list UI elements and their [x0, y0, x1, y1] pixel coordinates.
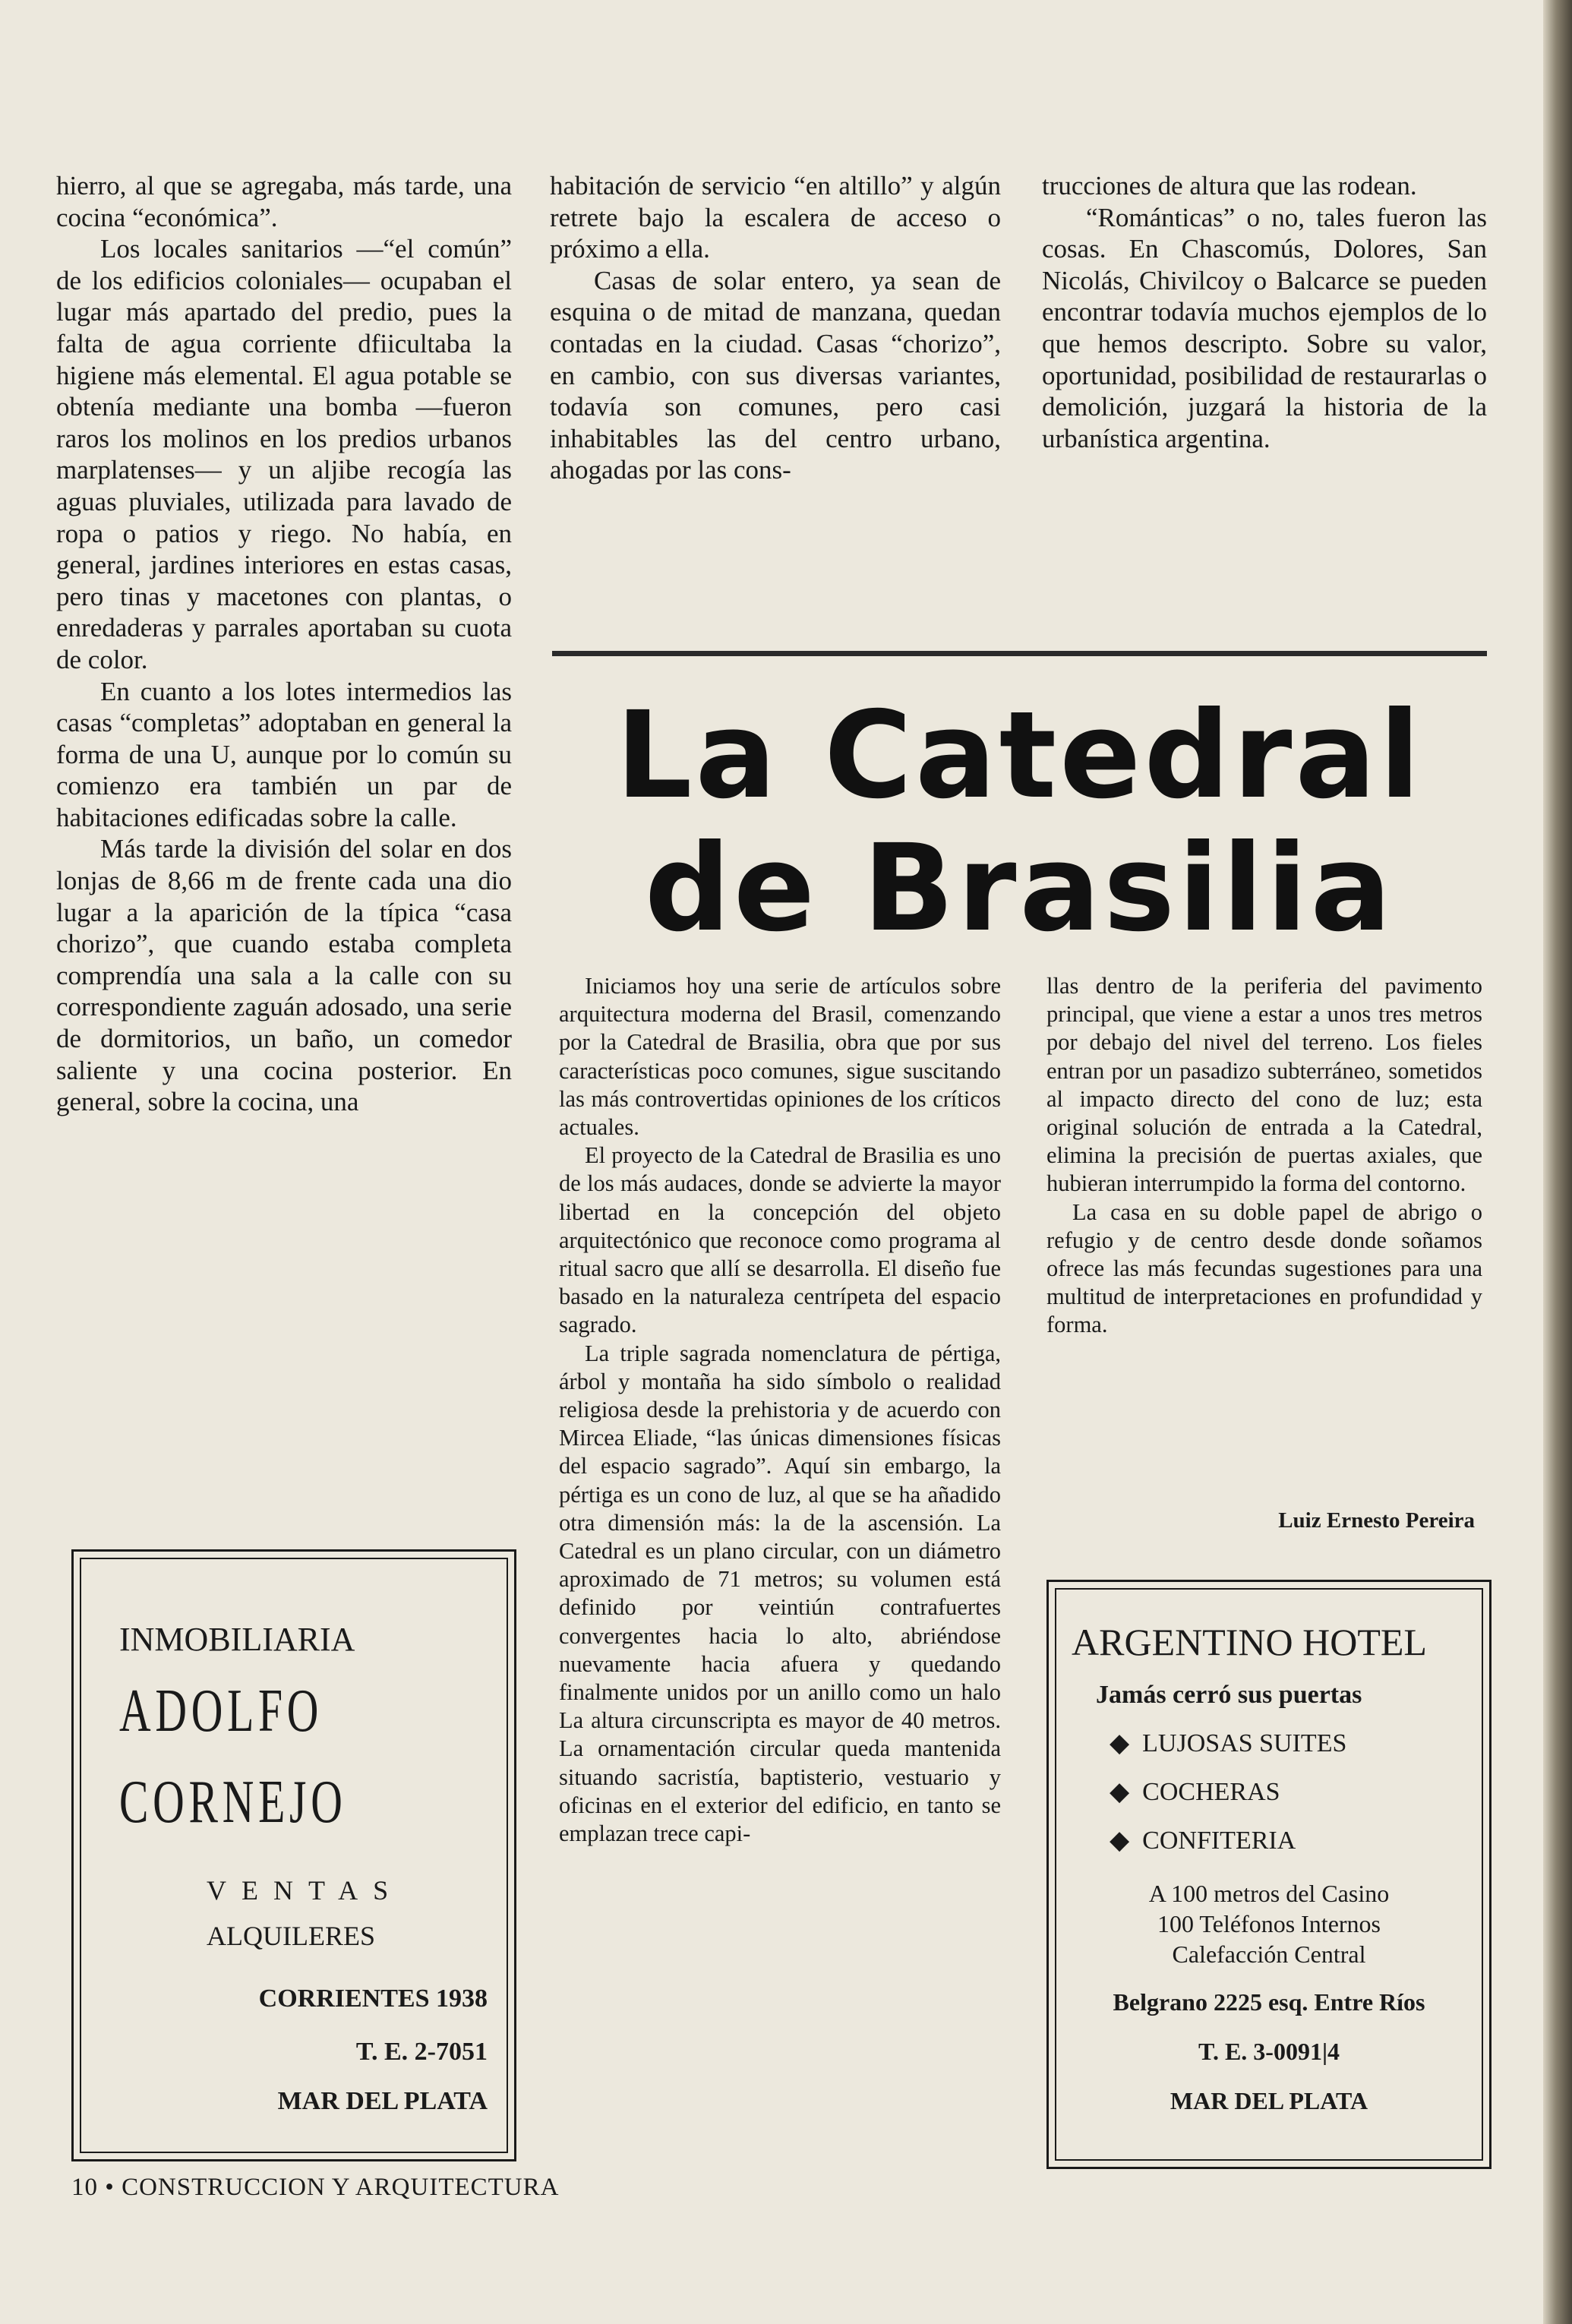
- ad-hotel-feature-label: COCHERAS: [1142, 1778, 1280, 1806]
- right-column: [1042, 170, 1487, 454]
- page-binding-edge: [1543, 0, 1572, 2324]
- publication-name: CONSTRUCCION Y ARQUITECTURA: [122, 2174, 560, 2201]
- headline-rule: [552, 651, 1487, 656]
- inmobiliaria-advertisement: [71, 1549, 516, 2161]
- hotel-advertisement: [1046, 1580, 1492, 2169]
- right-column-paragraph: trucciones de altura que las rodean.: [1042, 171, 1417, 201]
- left-column: [56, 170, 512, 1118]
- left-column-paragraph: hierro, al que se agregaba, más tarde, una cocina “económica”.: [56, 171, 512, 232]
- ad-hotel-info-phones: 100 Teléfonos Internos: [1157, 1910, 1381, 1937]
- article-paragraph: La triple sagrada nomenclatura de pértiga, árbol y montaña ha sido símbolo o realidad religiosa desde la prehistoria y de acuerdo con Mircea Eliade, “las únicas dimensiones físicas del espacio sagrado”. Aquí sin embargo, la pértiga es un cono de luz, al que se ha añadido otra dimensión más: la de la ascensión. La Catedral es un plano circular, con un diámetro aproximado de 71 metros; su volumen está definido por veintiún contrafuertes convergentes hacia lo alto, abriéndose nuevamente hacia afuera y quedando finalmente unidos por un anillo como un halo La altura circunscripta es mayor de 40 metros. La ornamentación circular queda mantenida situando sacristía, baptisterio, vestuario y oficinas en el exterior del edificio, en tanto se emplazan trece capi-: [559, 1340, 1001, 1847]
- left-column-paragraph: En cuanto a los lotes intermedios las casas “completas” adoptaban en general la forma de una U, aunque por lo común su comienzo era también un par de habitaciones edificadas sobre la calle.: [56, 676, 512, 832]
- ad-hotel-feature: [1110, 1825, 1296, 1855]
- ad-inmobiliaria-name-last: CORNEJO: [119, 1769, 347, 1836]
- right-column-paragraph: “Románticas” o no, tales fueron las cosas. En Chascomús, Dolores, San Nicolás, Chivilcoy o Balcarce se pueden encontrar todavía muchos ejemplos de lo que hemos descripto. Sobre su valor, oportunidad, posibilidad de restaurarlas o demolición, juzgará la historia de la urbanística argentina.: [1042, 202, 1487, 453]
- left-column-paragraph: Más tarde la división del solar en dos lonjas de 8,66 m de frente cada una dio lugar a la aparición de la típica “casa chorizo”, que cuando estaba completa comprendía una sala a la calle con su correspondiente zaguán adosado, una serie de dormitorios, un baño, un comedor saliente y una cocina posterior. En general, sobre la cocina, una: [56, 834, 512, 1117]
- ad-hotel-feature: [1110, 1728, 1346, 1758]
- left-column-paragraph: Los locales sanitarios —“el común” de los edificios coloniales— ocupaban el lugar más apartado del predio, pues la falta de agua corriente dfiicultaba la higiene más elemental. El agua potable se obtenía mediante una bomba —fueron raros los molinos en los predios urbanos marplatenses— y un aljibe recogía las aguas pluviales, utilizada para lavado de ropa o patios y riego. No había, en general, jardines interiores en estas casas, pero tinas y macetones con plantas, o enredaderas y parrales aportaban su cuota de color.: [56, 234, 512, 674]
- diamond-bullet-icon: ◆: [1110, 1729, 1130, 1757]
- ad-inmobiliaria-address: CORRIENTES 1938: [258, 1985, 488, 2013]
- ad-inmobiliaria-city: MAR DEL PLATA: [277, 2087, 488, 2115]
- ad-hotel-tagline: Jamás cerró sus puertas: [1096, 1681, 1362, 1709]
- article-paragraph: Iniciamos hoy una serie de artículos sobre arquitectura moderna del Brasil, comenzando por la Catedral de Brasilia, obra que por sus características poco comunes, sigue suscitando las más controvertidas opiniones de los críticos actuales.: [559, 973, 1001, 1141]
- ad-inmobiliaria-service-rentals: ALQUILERES: [207, 1921, 375, 1951]
- article-left-column: [559, 972, 1001, 1848]
- ad-hotel-feature-label: CONFITERIA: [1142, 1827, 1296, 1855]
- page-number: 10: [71, 2174, 98, 2201]
- middle-column: [550, 170, 1001, 486]
- footer-separator: •: [105, 2174, 115, 2201]
- article-paragraph: llas dentro de la periferia del pavimento principal, que viene a estar a unos tres metros por debajo del nivel del terreno. Los fieles entran por un pasadizo subterráneo, sometidos al impacto directo del cono de luz; esta original solución de entrada a la Catedral, elimina la precisión de puertas axiales, que hubieran interrumpido la forma del contorno.: [1046, 973, 1482, 1197]
- middle-column-paragraph: Casas de solar entero, ya sean de esquina o de mitad de manzana, quedan contadas en la ciudad. Casas “chorizo”, en cambio, con sus diversas variantes, todavía son comunes, pero casi inhabitables las del centro urbano, ahogadas por las cons-: [550, 265, 1001, 485]
- diamond-bullet-icon: ◆: [1110, 1778, 1130, 1806]
- ad-hotel-city: MAR DEL PLATA: [1170, 2087, 1368, 2114]
- ad-hotel-feature-label: LUJOSAS SUITES: [1142, 1729, 1347, 1757]
- ad-inmobiliaria-name-first: ADOLFO: [119, 1678, 324, 1745]
- ad-hotel-name: ARGENTINO HOTEL: [1072, 1621, 1427, 1663]
- ad-hotel-info-heating: Calefacción Central: [1172, 1940, 1366, 1968]
- ad-inmobiliaria-service-sales: VENTAS: [207, 1875, 404, 1906]
- ad-hotel-feature: [1110, 1776, 1280, 1807]
- page-footer: [71, 2174, 559, 2202]
- article-paragraph: La casa en su doble papel de abrigo o refugio y de centro desde donde soñamos ofrece las más fecundas sugestiones para una multitud de interpretaciones en profundidad y forma.: [1046, 1198, 1482, 1338]
- article-author: Luiz Ernesto Pereira: [1278, 1508, 1475, 1533]
- ad-inmobiliaria-phone: T. E. 2-7051: [355, 2038, 488, 2066]
- ad-hotel-address: Belgrano 2225 esq. Entre Ríos: [1113, 1988, 1425, 2016]
- article-title-line-2: de Brasilia: [644, 819, 1395, 958]
- ad-hotel-phone: T. E. 3-0091|4: [1198, 2038, 1340, 2065]
- ad-hotel-info-casino: A 100 metros del Casino: [1148, 1880, 1390, 1907]
- article-paragraph: El proyecto de la Catedral de Brasilia es uno de los más audaces, donde se advierte la mayor libertad en la concepción del objeto arquitectónico que reconoce como programa al ritual sacro que allí se desarrolla. El diseño fue basado en la naturaleza centrípeta del espacio sagrado.: [559, 1142, 1001, 1338]
- article-right-column: [1046, 972, 1482, 1340]
- article-title-line-1: La Catedral: [615, 686, 1424, 826]
- middle-column-paragraph: habitación de servicio “en altillo” y algún retrete bajo la escalera de acceso o próximo a ella.: [550, 171, 1001, 264]
- diamond-bullet-icon: ◆: [1110, 1827, 1130, 1855]
- ad-inmobiliaria-heading: INMOBILIARIA: [119, 1621, 355, 1658]
